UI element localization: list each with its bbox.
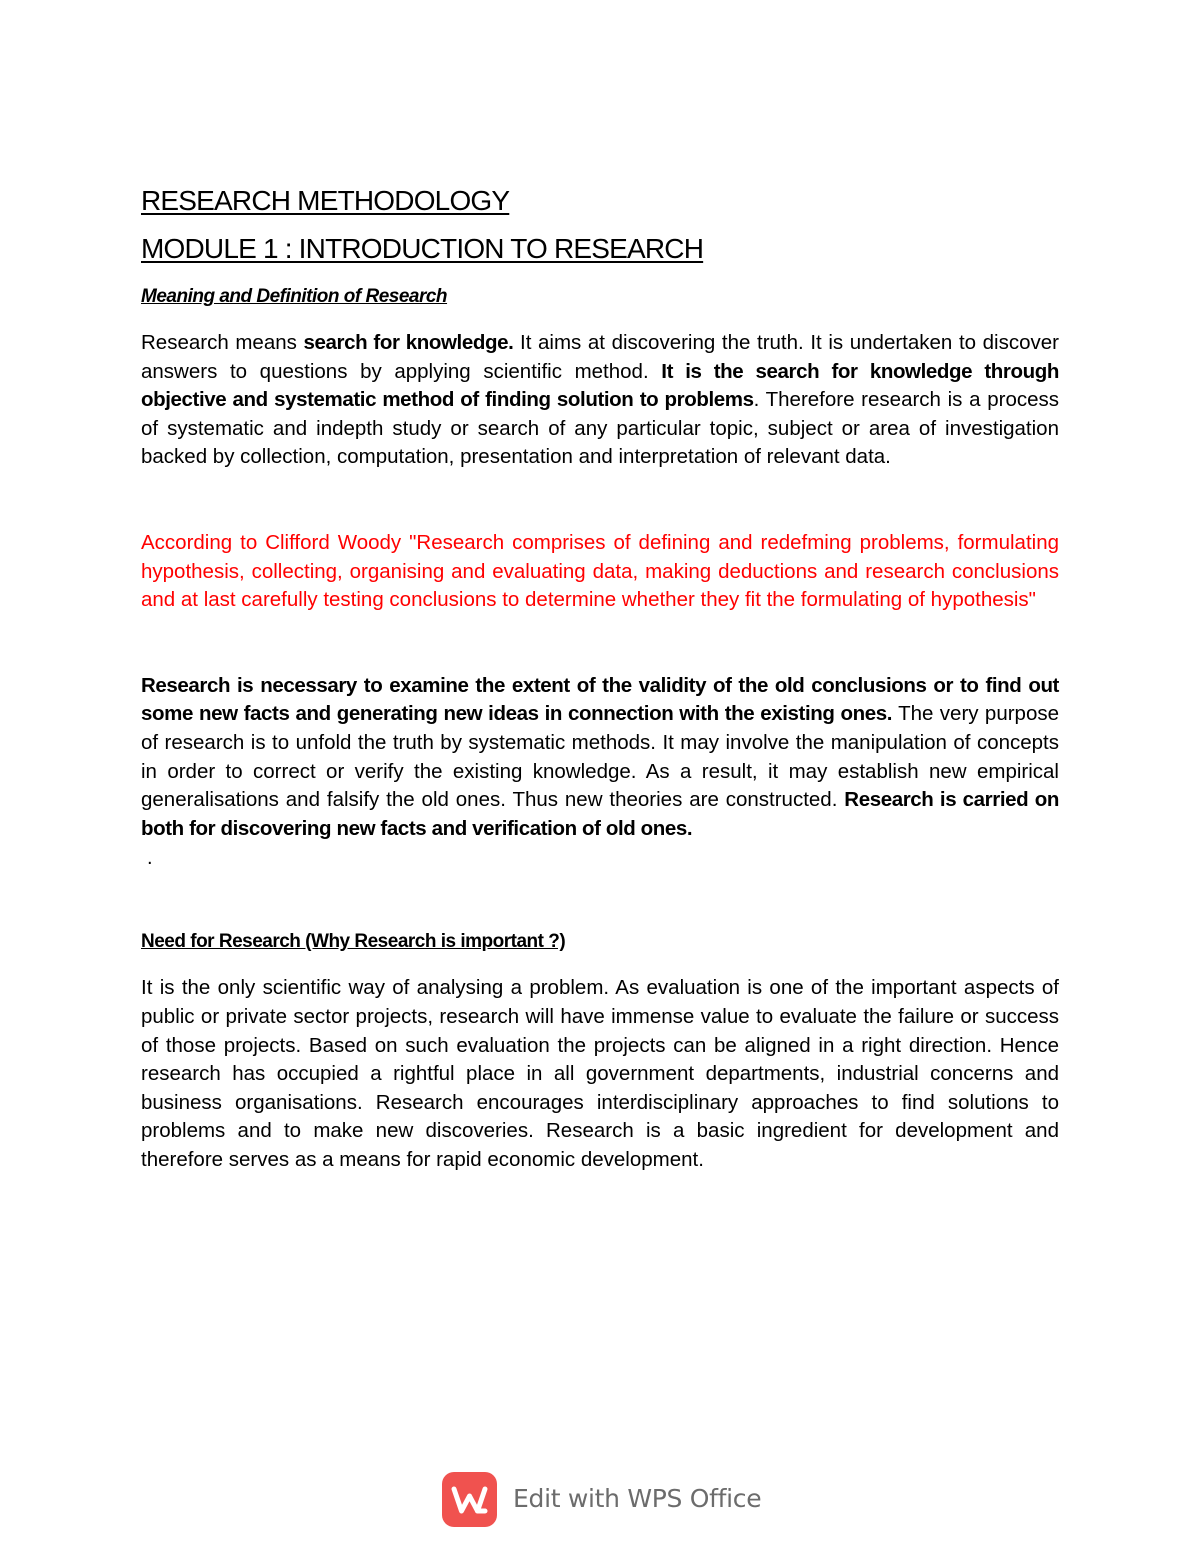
section-heading-need: Need for Research (Why Research is important ?) [141,931,566,953]
bold-run: Research is necessary to examine the extent of the validity of the old conclusions or to find out some new facts and generating new ideas in connection with the existing ones. [141,673,1059,726]
text-run: . Therefore research is a process of systematic and indepth study or search of any particular topic, subject or area of investigation backed by collection, computation, presentation and interpretation of relevant data. [141,388,1059,469]
paragraph-necessity [141,672,1059,844]
document-body [141,183,1059,1174]
text-run: Research means [141,331,304,354]
bold-run: Research is carried on both for discovering new facts and verification of old ones. [141,788,1059,840]
bold-run: It is the search for knowledge through objective and systematic method of finding solution to problems [141,359,1059,412]
paragraph-definition [141,329,1059,472]
text-run: It aims at discovering the truth. It is undertaken to discover answers to questions by applying scientific method. [141,331,1059,383]
module-title: MODULE 1 : INTRODUCTION TO RESEARCH [141,233,704,264]
wps-logo-icon[interactable] [442,1472,497,1527]
stray-dot: . [147,847,153,870]
bold-run: search for knowledge. [303,331,514,354]
document-title: RESEARCH METHODOLOGY [141,185,510,216]
section-heading-meaning: Meaning and Definition of Research [141,286,448,307]
quote-clifford-woody: According to Clifford Woody "Research comprises of defining and redefming problems, formulating hypothesis, collecting, organising and evaluating data, making deductions and research conclusions and at last carefully testing conclusions to determine whether they fit the formulating of hypothesis" [141,530,1059,612]
text-run: The very purpose of research is to unfold the truth by systematic methods. It may involve the manipulation of concepts in order to correct or verify the existing knowledge. As a result, it may establish new empirical generalisations and falsify the old ones. Thus new theories are constructed. [141,702,1059,812]
edit-with-wps-link[interactable]: Edit with WPS Office [513,1484,762,1513]
paragraph-need: It is the only scientific way of analysing a problem. As evaluation is one of the important aspects of public or private sector projects, research will have immense value to evaluate the failure or success of those projects. Based on such evaluation the projects can be aligned in a right direction. Hence research has occupied a rightful place in all government departments, industrial concerns and business organisations. Research encourages interdisciplinary approaches to find solutions to problems and to make new discoveries. Research is a basic ingredient for development and therefore serves as a means for rapid economic development. [141,976,1059,1171]
